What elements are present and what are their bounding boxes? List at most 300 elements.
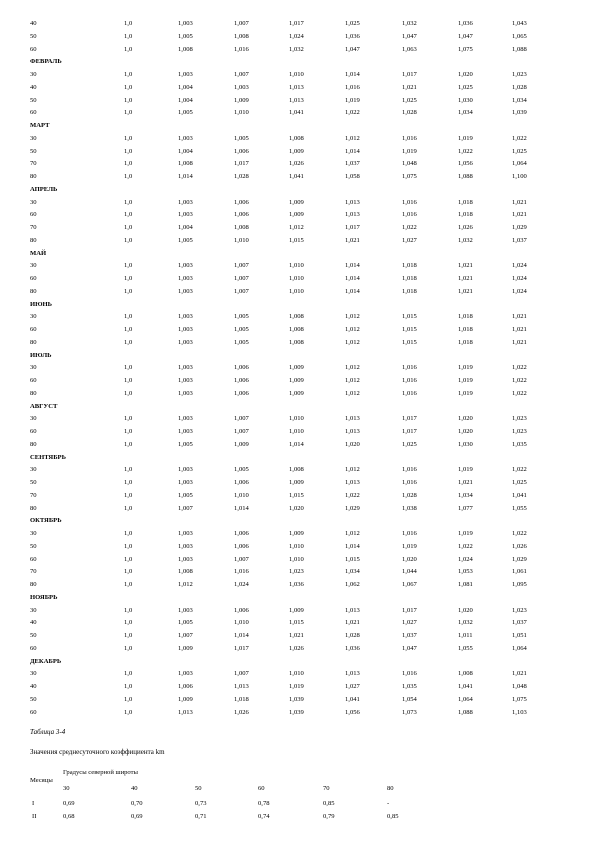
coefficient-cell: 1,017 [402,415,417,423]
coefficient-cell: 1,016 [234,45,249,53]
coefficient-cell: 1,018 [402,275,417,282]
coefficient-cell: 1,010 [289,670,304,678]
table-subtitle: Значения среднесуточного коэффициента km [30,748,165,756]
coefficient-cell: 1,009 [289,479,304,486]
coefficient-cell: 1,015 [289,491,304,499]
coefficient-cell: 1,044 [402,568,417,576]
latitude-cell: 30 [30,313,37,321]
coefficient-cell: 0,85 [387,813,399,820]
latitude-cell: 70 [30,491,37,499]
coefficient-cell: 1,012 [345,377,360,384]
coefficient-cell: 1,003 [178,555,193,563]
coefficient-cell: 1,009 [234,96,249,104]
latitude-cell: 80 [30,287,37,295]
coefficient-cell: 1,037 [512,236,527,244]
coefficient-cell: 1,019 [458,364,473,372]
coefficient-cell: 1,016 [402,198,417,206]
coefficient-cell: 1,007 [234,555,249,563]
coefficient-cell: 1,006 [234,377,249,384]
coefficient-cell: 1,018 [458,198,473,206]
coefficient-cell: 1,025 [512,147,527,155]
coefficient-cell: 1,009 [178,695,193,703]
coefficient-cell: 1,010 [289,542,304,550]
coefficient-cell: 1,014 [178,173,193,180]
latitude-column-header: 80 [387,785,394,792]
coefficient-cell: 1,0 [124,708,133,716]
coefficient-cell: 1,021 [512,211,527,219]
coefficient-cell: 1,034 [345,568,360,576]
coefficient-cell: 1,009 [289,364,304,372]
coefficient-cell: 1,024 [458,555,473,563]
coefficient-cell: 1,027 [402,619,417,627]
latitude-cell: 50 [30,695,37,703]
coefficient-cell: 1,024 [234,581,249,588]
coefficient-cell: 1,003 [178,606,193,614]
coefficient-cell: 1,006 [234,198,249,206]
coefficient-cell: 1,047 [345,45,360,53]
coefficient-cell: 1,027 [402,236,417,244]
coefficient-cell: 1,038 [402,504,417,512]
coefficient-cell: 1,003 [178,377,193,384]
coefficient-cell: 1,019 [458,134,473,142]
coefficient-cell: 1,005 [178,440,193,448]
coefficient-cell: 1,003 [178,71,193,78]
coefficient-cell: 1,015 [289,619,304,627]
coefficient-cell: 1,036 [458,20,473,27]
coefficient-cell: 0,69 [131,813,143,820]
coefficient-cell: 1,073 [402,708,417,716]
latitude-cell: 60 [30,45,37,53]
coefficient-cell: 1,005 [178,491,193,499]
coefficient-cell: 1,009 [234,440,249,448]
coefficient-cell: 1,019 [458,389,473,397]
coefficient-cell: 1,0 [124,440,133,448]
latitude-cell: 50 [30,542,37,550]
coefficient-cell: 0,79 [323,813,335,820]
coefficient-cell: 1,007 [234,20,249,27]
coefficient-cell: 1,021 [345,236,360,244]
coefficient-cell: 1,013 [345,198,360,206]
coefficient-cell: 1,0 [124,683,133,690]
coefficient-cell: 1,006 [234,147,249,155]
latitude-cell: 30 [30,364,37,372]
coefficient-cell: 1,003 [234,83,249,91]
coefficient-cell: 1,022 [512,389,527,397]
coefficient-cell: 1,016 [402,134,417,142]
coefficient-cell: 1,017 [234,644,249,652]
latitude-cell: 80 [30,440,37,448]
coefficient-cell: 1,100 [512,173,527,180]
coefficient-cell: 1,006 [234,542,249,550]
coefficient-cell: 1,020 [458,606,473,614]
coefficient-cell: 1,012 [345,389,360,397]
coefficient-cell: 1,020 [345,440,360,448]
coefficient-cell: 1,010 [289,415,304,423]
coefficient-cell: 1,064 [512,160,527,168]
coefficient-cell: 1,013 [289,96,304,104]
coefficient-cell: 1,026 [289,160,304,168]
coefficient-cell: 1,021 [345,619,360,627]
coefficient-cell: 1,018 [458,338,473,346]
coefficient-cell: 1,014 [345,262,360,270]
coefficient-cell: 1,023 [289,568,304,576]
coefficient-cell: 1,035 [512,440,527,448]
month-heading: АВГУСТ [30,402,58,410]
coefficient-cell: 1,020 [458,415,473,423]
coefficient-cell: 1,0 [124,326,133,333]
coefficient-cell: 1,0 [124,632,133,639]
coefficient-cell: 1,015 [345,555,360,563]
coefficient-cell: 1,022 [512,134,527,142]
coefficient-cell: 1,020 [402,555,417,563]
coefficient-cell: 1,095 [512,581,527,588]
coefficient-cell: 1,024 [512,275,527,282]
coefficient-cell: 1,022 [512,530,527,537]
coefficient-cell: 1,043 [512,20,527,27]
coefficient-cell: 1,021 [512,670,527,678]
coefficient-cell: 1,026 [512,542,527,550]
coefficient-cell: 1,008 [178,45,193,53]
coefficient-cell: 1,008 [178,160,193,168]
coefficient-cell: 1,014 [234,632,249,639]
coefficient-cell: 1,003 [178,262,193,270]
coefficient-cell: 1,016 [402,466,417,474]
coefficient-cell: 1,010 [234,236,249,244]
coefficient-cell: 1,016 [402,211,417,219]
coefficient-cell: 1,014 [234,504,249,512]
coefficient-cell: 1,025 [345,20,360,27]
coefficient-cell: 1,032 [458,236,473,244]
coefficient-cell: 1,047 [402,644,417,652]
coefficient-cell: 1,004 [178,83,193,91]
coefficient-cell: 1,021 [512,326,527,333]
coefficient-cell: 1,010 [289,287,304,295]
coefficient-cell: 1,0 [124,644,133,652]
latitude-cell: 60 [30,109,37,117]
coefficient-cell: 1,003 [178,542,193,550]
coefficient-cell: 1,010 [289,71,304,78]
coefficient-cell: 1,051 [512,632,527,639]
coefficient-cell: 1,010 [289,262,304,270]
coefficient-cell: 1,003 [178,275,193,282]
month-heading: НОЯБРЬ [30,593,58,601]
coefficient-cell: 1,0 [124,147,133,155]
coefficient-cell: 1,0 [124,211,133,219]
coefficient-cell: 1,0 [124,415,133,423]
coefficient-cell: 0,70 [131,800,143,807]
coefficient-cell: 1,0 [124,491,133,499]
coefficient-cell: 1,003 [178,466,193,474]
coefficient-cell: 1,010 [234,109,249,117]
coefficient-cell: 1,013 [345,415,360,423]
coefficient-cell: 1,055 [458,644,473,652]
coefficient-cell: 1,036 [345,644,360,652]
coefficient-cell: 1,0 [124,377,133,384]
latitude-cell: 30 [30,670,37,678]
coefficient-cell: 1,036 [289,581,304,588]
coefficient-cell: 1,081 [458,581,473,588]
coefficient-cell: 1,0 [124,581,133,588]
coefficient-cell: 1,003 [178,479,193,486]
coefficient-cell: 1,019 [458,377,473,384]
coefficient-cell: 1,003 [178,20,193,27]
month-heading: СЕНТЯБРЬ [30,453,66,461]
coefficient-cell: 1,064 [512,644,527,652]
coefficient-cell: 1,0 [124,466,133,474]
coefficient-cell: 1,005 [234,313,249,321]
coefficient-cell: 1,075 [402,173,417,180]
coefficient-cell: 1,013 [345,211,360,219]
coefficient-cell: 1,012 [345,466,360,474]
coefficient-cell: 1,006 [234,606,249,614]
coefficient-cell: 1,009 [289,606,304,614]
coefficient-cell: 1,019 [345,96,360,104]
coefficient-cell: 1,035 [402,683,417,690]
coefficient-cell: 1,005 [178,619,193,627]
coefficient-cell: 1,041 [289,109,304,117]
month-heading: ФЕВРАЛЬ [30,58,62,66]
coefficient-cell: 1,023 [512,606,527,614]
latitude-cell: 50 [30,147,37,155]
coefficient-cell: 1,077 [458,504,473,512]
latitude-cell: 80 [30,338,37,346]
coefficient-cell: 1,014 [345,542,360,550]
coefficient-cell: 1,028 [234,173,249,180]
coefficient-cell: 1,0 [124,542,133,550]
coefficient-cell: 1,013 [178,708,193,716]
coefficient-cell: 1,003 [178,415,193,423]
latitude-cell: 30 [30,530,37,537]
coefficient-cell: 1,009 [289,198,304,206]
coefficient-cell: - [387,800,390,807]
coefficient-cell: 1,017 [402,428,417,435]
coefficient-cell: 1,064 [458,695,473,703]
coefficient-cell: 1,017 [402,606,417,614]
coefficient-cell: 1,020 [458,428,473,435]
coefficient-cell: 1,018 [458,326,473,333]
coefficient-cell: 1,018 [458,211,473,219]
coefficient-cell: 1,016 [402,530,417,537]
coefficient-cell: 1,041 [289,173,304,180]
month-heading: МАЙ [30,249,47,257]
coefficient-cell: 1,0 [124,45,133,53]
coefficient-cell: 1,016 [402,364,417,372]
coefficient-cell: 1,022 [458,147,473,155]
coefficient-cell: 1,021 [289,632,304,639]
coefficient-cell: 1,009 [289,377,304,384]
latitude-cell: 60 [30,644,37,652]
coefficient-cell: 1,048 [512,683,527,690]
month-heading: ОКТЯБРЬ [30,517,62,525]
coefficient-cell: 1,019 [402,147,417,155]
coefficient-cell: 1,039 [289,708,304,716]
coefficient-cell: 1,075 [512,695,527,703]
coefficient-cell: 1,019 [458,466,473,474]
coefficient-cell: 1,029 [512,224,527,231]
latitude-cell: 50 [30,479,37,486]
latitude-cell: 40 [30,83,37,91]
coefficient-cell: 1,007 [234,71,249,78]
coefficient-cell: 1,024 [512,287,527,295]
latitude-cell: 70 [30,224,37,231]
coefficient-cell: 1,014 [345,275,360,282]
coefficient-cell: 1,056 [458,160,473,168]
coefficient-cell: 1,036 [345,32,360,40]
coefficient-cell: 1,017 [402,71,417,78]
coefficient-cell: 1,017 [289,20,304,27]
latitude-cell: 60 [30,555,37,563]
coefficient-cell: 1,025 [458,83,473,91]
latitude-cell: 60 [30,326,37,333]
coefficient-cell: 1,007 [234,287,249,295]
latitude-cell: 40 [30,20,37,27]
coefficient-cell: 1,048 [402,160,417,168]
coefficient-cell: 1,010 [289,428,304,435]
coefficient-cell: 1,021 [512,198,527,206]
coefficient-cell: 1,006 [234,211,249,219]
coefficient-cell: 1,015 [402,313,417,321]
coefficient-cell: 1,0 [124,364,133,372]
coefficient-cell: 1,005 [234,326,249,333]
latitude-cell: 30 [30,71,37,78]
coefficient-cell: 1,012 [345,338,360,346]
coefficient-cell: 1,0 [124,83,133,91]
latitude-cell: 60 [30,211,37,219]
coefficient-cell: 1,028 [402,109,417,117]
latitude-column-header: 60 [258,785,265,792]
coefficient-cell: 1,037 [345,160,360,168]
coefficient-cell: 1,013 [345,606,360,614]
coefficient-cell: 1,021 [512,338,527,346]
coefficient-cell: 1,020 [458,71,473,78]
latitude-column-header: 30 [63,785,70,792]
coefficient-cell: 1,004 [178,147,193,155]
coefficient-cell: 1,0 [124,606,133,614]
coefficient-cell: 1,015 [289,236,304,244]
coefficient-cell: 1,021 [458,287,473,295]
coefficient-cell: 1,003 [178,198,193,206]
coefficient-cell: 1,0 [124,198,133,206]
coefficient-cell: 0,74 [258,813,270,820]
coefficient-cell: 1,062 [345,581,360,588]
coefficient-cell: 1,053 [458,568,473,576]
coefficient-cell: 1,0 [124,160,133,168]
coefficient-cell: 1,013 [345,479,360,486]
latitude-cell: 80 [30,389,37,397]
coefficient-cell: 1,047 [458,32,473,40]
coefficient-cell: 1,003 [178,338,193,346]
coefficient-cell: 1,012 [289,224,304,231]
coefficient-cell: 1,009 [289,389,304,397]
latitude-cell: 60 [30,428,37,435]
coefficient-cell: 1,034 [458,491,473,499]
coefficient-cell: 1,016 [402,377,417,384]
coefficient-cell: 1,019 [458,530,473,537]
coefficient-cell: 1,003 [178,313,193,321]
latitude-column-header: 50 [195,785,202,792]
coefficient-cell: 1,041 [458,683,473,690]
coefficient-cell: 1,014 [345,147,360,155]
month-heading: МАРТ [30,122,50,129]
coefficient-cell: 1,005 [234,134,249,142]
latitude-cell: 60 [30,708,37,716]
coefficient-cell: 1,006 [178,683,193,690]
coefficient-cell: 1,022 [512,466,527,474]
coefficient-cell: 1,007 [234,670,249,678]
coefficient-cell: 1,067 [402,581,417,588]
coefficient-cell: 1,058 [345,173,360,180]
coefficient-cell: 1,088 [458,173,473,180]
coefficient-cell: 1,022 [402,224,417,231]
coefficient-cell: 1,0 [124,670,133,678]
coefficient-cell: 1,008 [289,134,304,142]
coefficient-cell: 1,008 [458,670,473,678]
latitude-column-header: 70 [323,785,330,792]
coefficient-cell: 1,021 [458,275,473,282]
coefficient-cell: 1,0 [124,389,133,397]
coefficient-cell: 1,018 [458,313,473,321]
coefficient-cell: 1,013 [289,83,304,91]
coefficient-cell: 1,012 [345,134,360,142]
coefficient-cell: 1,056 [345,708,360,716]
latitude-cell: 60 [30,275,37,282]
coefficient-cell: 1,103 [512,708,527,716]
coefficient-cell: 1,032 [458,619,473,627]
coefficient-cell: 1,010 [234,491,249,499]
coefficient-cell: 1,003 [178,389,193,397]
coefficient-cell: 0,71 [195,813,207,820]
latitude-cell: 80 [30,236,37,244]
coefficient-cell: 1,009 [289,147,304,155]
coefficient-cell: 1,008 [234,224,249,231]
coefficient-cell: 1,0 [124,695,133,703]
coefficient-cell: 1,007 [234,428,249,435]
month-heading: АПРЕЛЬ [30,185,58,193]
coefficient-cell: 1,023 [512,428,527,435]
coefficient-cell: 1,005 [178,109,193,117]
latitude-cell: 30 [30,134,37,142]
coefficient-cell: 1,003 [178,670,193,678]
latitude-cell: 30 [30,606,37,614]
coefficient-cell: 1,024 [512,262,527,270]
coefficient-cell: 1,054 [402,695,417,703]
coefficient-cell: 1,0 [124,479,133,486]
coefficient-cell: 1,012 [345,530,360,537]
coefficient-cell: 1,012 [345,326,360,333]
coefficient-cell: 1,027 [345,683,360,690]
latitude-cell: 80 [30,581,37,588]
coefficient-cell: 1,009 [289,530,304,537]
coefficient-cell: 1,007 [234,415,249,423]
coefficient-cell: 1,0 [124,224,133,231]
coefficient-cell: 1,039 [512,109,527,117]
coefficient-cell: 1,018 [402,262,417,270]
coefficient-cell: 1,047 [402,32,417,40]
coefficient-cell: 1,004 [178,96,193,104]
coefficient-cell: 1,030 [458,96,473,104]
coefficient-cell: 1,028 [402,491,417,499]
coefficient-cell: 1,007 [178,504,193,512]
latitude-cell: 70 [30,160,37,168]
coefficient-cell: 1,012 [345,364,360,372]
coefficient-cell: 0,78 [258,800,270,807]
coefficient-cell: 0,85 [323,800,335,807]
coefficient-cell: 1,019 [402,542,417,550]
coefficient-cell: 1,088 [458,708,473,716]
latitude-cell: 50 [30,632,37,639]
coefficient-cell: 1,016 [234,568,249,576]
coefficient-cell: 1,003 [178,326,193,333]
